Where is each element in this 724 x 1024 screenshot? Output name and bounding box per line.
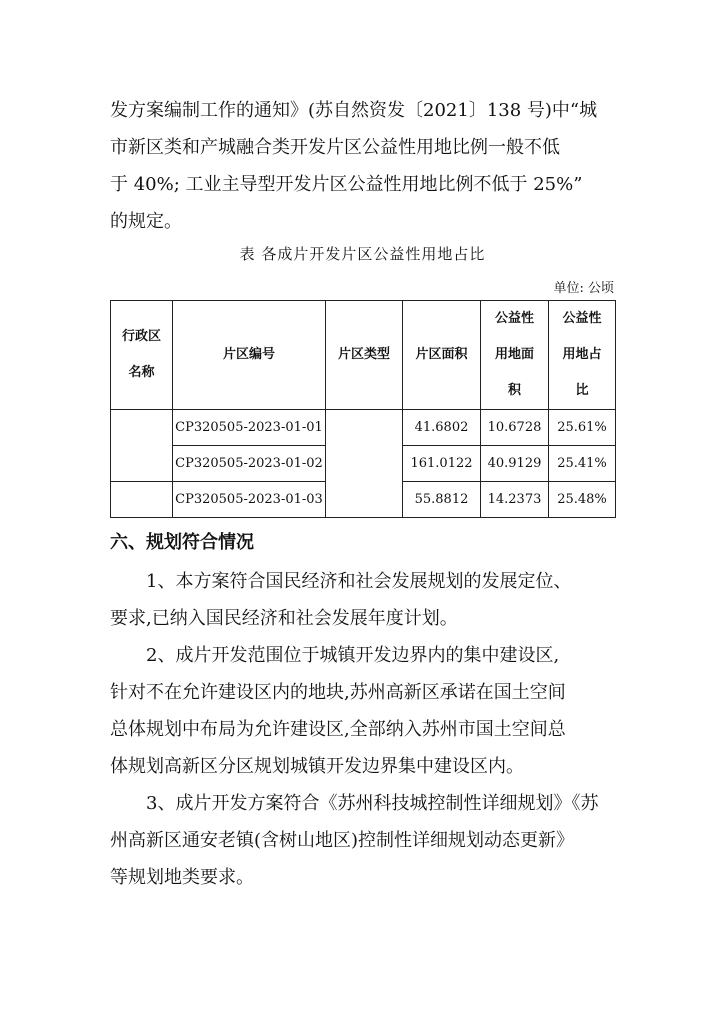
intro-line: 发方案编制工作的通知》(苏自然资发〔2021〕138 号)中“城 (110, 100, 598, 121)
cell-zone-code: CP320505-2023-01-03 (173, 482, 326, 518)
paragraph-line: 针对不在允许建设区内的地块,苏州高新区承诺在国土空间 (110, 682, 566, 703)
header-zone-area: 片区面积 (403, 301, 481, 410)
paragraph-line: 1、本方案符合国民经济和社会发展规划的发展定位、 (146, 571, 572, 592)
cell-zone-code: CP320505-2023-01-01 (173, 410, 326, 446)
intro-line: 于 40%; 工业主导型开发片区公益性用地比例不低于 25%” (110, 174, 583, 195)
cell-district (111, 410, 173, 482)
header-public-ratio: 公益性 用地占 比 (549, 301, 616, 410)
paragraph-line: 2、成片开发范围位于城镇开发边界内的集中建设区, (146, 645, 560, 666)
intro-paragraph (110, 92, 615, 240)
table-row (111, 410, 616, 446)
cell-public-area: 10.6728 (481, 410, 549, 446)
cell-district (111, 482, 173, 518)
paragraph-3 (110, 785, 615, 896)
cell-public-ratio: 25.48% (549, 482, 616, 518)
cell-zone-code: CP320505-2023-01-02 (173, 446, 326, 482)
cell-zone-area: 161.0122 (403, 446, 481, 482)
paragraph-1 (110, 563, 615, 637)
cell-public-ratio: 25.61% (549, 410, 616, 446)
cell-zone-type (326, 410, 403, 518)
header-public-area: 公益性 用地面 积 (481, 301, 549, 410)
header-zone-type: 片区类型 (326, 301, 403, 410)
header-district: 行政区 名称 (111, 301, 173, 410)
paragraph-2 (110, 637, 615, 785)
cell-zone-area: 55.8812 (403, 482, 481, 518)
section-heading: 六、规划符合情况 (110, 532, 254, 553)
cell-zone-area: 41.6802 (403, 410, 481, 446)
cell-public-ratio: 25.41% (549, 446, 616, 482)
header-zone-code: 片区编号 (173, 301, 326, 410)
cell-public-area: 14.2373 (481, 482, 549, 518)
public-land-table (110, 300, 616, 518)
table-unit: 单位: 公顷 (553, 281, 614, 296)
cell-public-area: 40.9129 (481, 446, 549, 482)
intro-line: 的规定。 (110, 211, 182, 232)
table-caption: 表 各成片开发片区公益性用地占比 (239, 245, 486, 263)
paragraph-line: 等规划地类要求。 (110, 867, 254, 888)
paragraph-line: 要求,已纳入国民经济和社会发展年度计划。 (110, 608, 458, 629)
intro-line: 市新区类和产城融合类开发片区公益性用地比例一般不低 (110, 137, 560, 158)
paragraph-line: 总体规划中布局为允许建设区,全部纳入苏州市国土空间总 (110, 719, 566, 740)
table-header-row (111, 301, 616, 410)
paragraph-line: 3、成片开发方案符合《苏州科技城控制性详细规划》《苏 (146, 793, 599, 814)
paragraph-line: 体规划高新区分区规划城镇开发边界集中建设区内。 (110, 756, 524, 777)
paragraph-line: 州高新区通安老镇(含树山地区)控制性详细规划动态更新》 (110, 830, 575, 851)
